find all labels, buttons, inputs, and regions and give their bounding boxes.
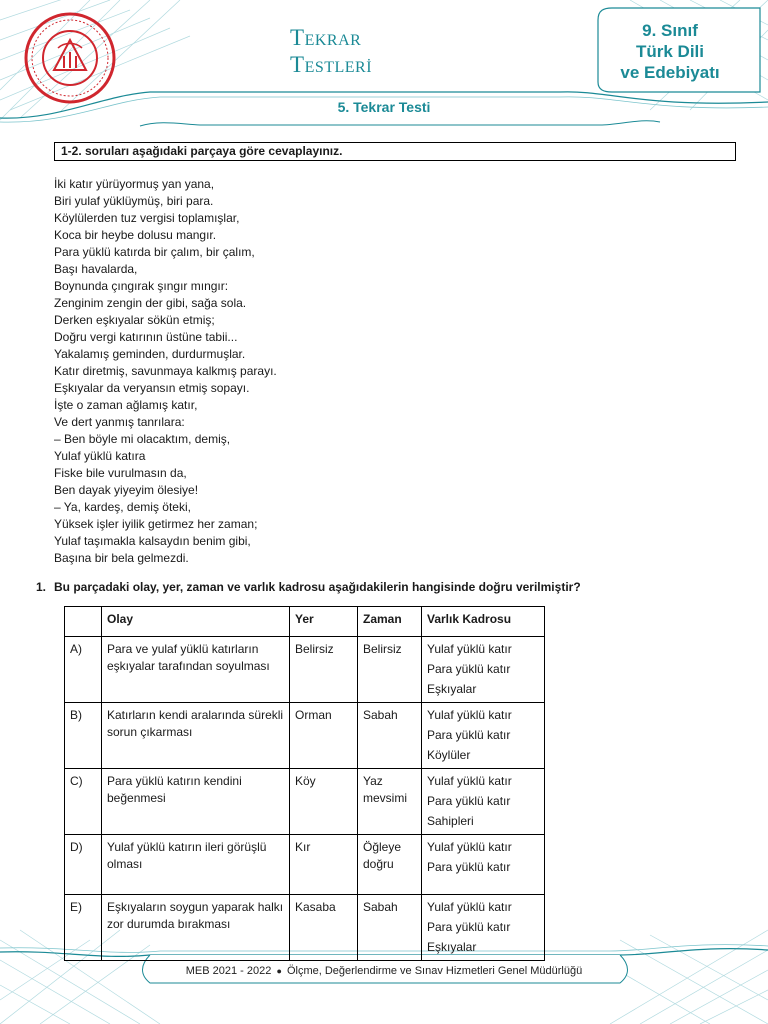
poem-line: Para yüklü katırda bir çalım, bir çalım, [54, 245, 255, 259]
poem-line: Koca bir heybe dolusu mangır. [54, 228, 217, 242]
instruction-box: 1-2. soruları aşağıdaki parçaya göre cevaplayınız. [54, 142, 736, 161]
kadro-item: Para yüklü katır [427, 662, 511, 676]
header-option [65, 607, 102, 637]
question-text: Bu parçadaki olay, yer, zaman ve varlık kadrosu aşağıdakilerin hangisinde doğru verilmiştir? [54, 580, 581, 594]
poem-line: Yüksek işler iyilik getirmez her zaman; [54, 517, 258, 531]
yer-cell: Köy [290, 769, 358, 835]
question-number: 1. [36, 580, 47, 594]
option-cell: B) [65, 703, 102, 769]
kadro-item: Para yüklü katır [427, 794, 511, 808]
subject-grade: 9. Sınıf [642, 21, 698, 40]
kadro-item: Yulaf yüklü katır [427, 900, 512, 914]
poem-line: Katır diretmiş, savunmaya kalkmış parayı. [54, 364, 277, 378]
zaman-cell: Sabah [358, 703, 422, 769]
kadro-item: Köylüler [427, 748, 471, 762]
poem-line: Başına bir bela gelmezdi. [54, 551, 189, 565]
table-row [65, 637, 545, 703]
poem-line: Köylülerden tuz vergisi toplamışlar, [54, 211, 240, 225]
header-yer: Yer [290, 607, 358, 637]
answer-table-header [65, 607, 545, 637]
kadro-item: Eşkıyalar [427, 682, 477, 696]
kadro-cell [422, 637, 545, 703]
yer-cell: Belirsiz [290, 637, 358, 703]
zaman-cell: Belirsiz [358, 637, 422, 703]
kadro-item: Yulaf yüklü katır [427, 840, 512, 854]
olay-cell: Eşkıyaların soygun yaparak halkı zor durumda bırakması [102, 895, 290, 961]
poem-line: Boynunda çıngırak şıngır mıngır: [54, 279, 229, 293]
header-zaman: Zaman [358, 607, 422, 637]
kadro-item: Yulaf yüklü katır [427, 774, 512, 788]
table-row [65, 769, 545, 835]
footer-year: MEB 2021 - 2022 [185, 965, 272, 977]
olay-cell: Katırların kendi aralarında sürekli sorun çıkarması [102, 703, 290, 769]
brand-line2-cap: T [290, 52, 305, 77]
poem-line: Ve dert yanmış tanrılara: [54, 415, 185, 429]
poem-line: Derken eşkıyalar sökün etmiş; [54, 313, 215, 327]
kadro-item: Sahipleri [427, 814, 474, 828]
poem-line: Biri yulaf yüklüymüş, biri para. [54, 194, 214, 208]
kadro-cell [422, 895, 545, 961]
subject-course: Türk Dili [635, 42, 704, 61]
ministry-seal-logo [24, 12, 116, 104]
poem-line: Başı havalarda, [54, 262, 138, 276]
kadro-item: Para yüklü katır [427, 920, 511, 934]
yer-cell: Kasaba [290, 895, 358, 961]
brand-line1-rest: EKRAR [304, 32, 362, 49]
kadro-item: Para yüklü katır [427, 728, 511, 742]
test-title: 5. Tekrar Testi [337, 99, 431, 115]
kadro-item: Yulaf yüklü katır [427, 642, 512, 656]
table-row [65, 835, 545, 895]
poem-line: İşte o zaman ağlamış katır, [54, 398, 198, 412]
question-1 [36, 580, 581, 594]
brand-line1-cap: T [290, 25, 305, 50]
poem-line: Fiske bile vurulmasın da, [54, 466, 187, 480]
yer-cell: Orman [290, 703, 358, 769]
brand-title [290, 26, 380, 80]
header-kadro: Varlık Kadrosu [422, 607, 545, 637]
subject-course-cont: ve Edebiyatı [620, 63, 720, 82]
olay-cell: Para ve yulaf yüklü katırların eşkıyalar tarafından soyulması [102, 637, 290, 703]
yer-cell: Kır [290, 835, 358, 895]
zaman-cell: Öğleye doğru [358, 835, 422, 895]
kadro-cell [422, 835, 545, 895]
kadro-item: Eşkıyalar [427, 940, 477, 954]
kadro-item: Para yüklü katır [427, 860, 511, 874]
option-cell: E) [65, 895, 102, 961]
answer-table [64, 606, 545, 961]
olay-cell: Para yüklü katırın kendini beğenmesi [102, 769, 290, 835]
poem-line: – Ben böyle mi olacaktım, demiş, [54, 432, 231, 446]
poem-line: Yakalamış geminden, durdurmuşlar. [54, 347, 246, 361]
subject-label [600, 20, 740, 83]
poem-line: Ben dayak yiyeyim ölesiye! [54, 483, 199, 497]
poem-line: Yulaf yüklü katıra [54, 449, 146, 463]
header-olay: Olay [102, 607, 290, 637]
kadro-item: Yulaf yüklü katır [427, 708, 512, 722]
table-row [65, 895, 545, 961]
brand-line2-rest: ESTLERİ [304, 59, 373, 76]
poem-line: Zenginim zengin der gibi, sağa sola. [54, 296, 247, 310]
option-cell: A) [65, 637, 102, 703]
zaman-cell: Sabah [358, 895, 422, 961]
footer-org: Ölçme, Değerlendirme ve Sınav Hizmetleri Genel Müdürlüğü [286, 965, 583, 977]
option-cell: D) [65, 835, 102, 895]
kadro-cell [422, 703, 545, 769]
footer-bullet: ● [276, 966, 282, 976]
kadro-cell [422, 769, 545, 835]
poem-line: Eşkıyalar da veryansın etmiş sopayı. [54, 381, 250, 395]
poem-line: Doğru vergi katırının üstüne tabii... [54, 330, 238, 344]
poem-line: İki katır yürüyormuş yan yana, [54, 177, 215, 191]
footer [0, 965, 768, 977]
option-cell: C) [65, 769, 102, 835]
zaman-cell: Yaz mevsimi [358, 769, 422, 835]
table-row [65, 703, 545, 769]
olay-cell: Yulaf yüklü katırın ileri görüşlü olması [102, 835, 290, 895]
poem-text [54, 176, 277, 567]
poem-line: Yulaf taşımakla kalsaydın benim gibi, [54, 534, 251, 548]
poem-line: – Ya, kardeş, demiş öteki, [54, 500, 191, 514]
